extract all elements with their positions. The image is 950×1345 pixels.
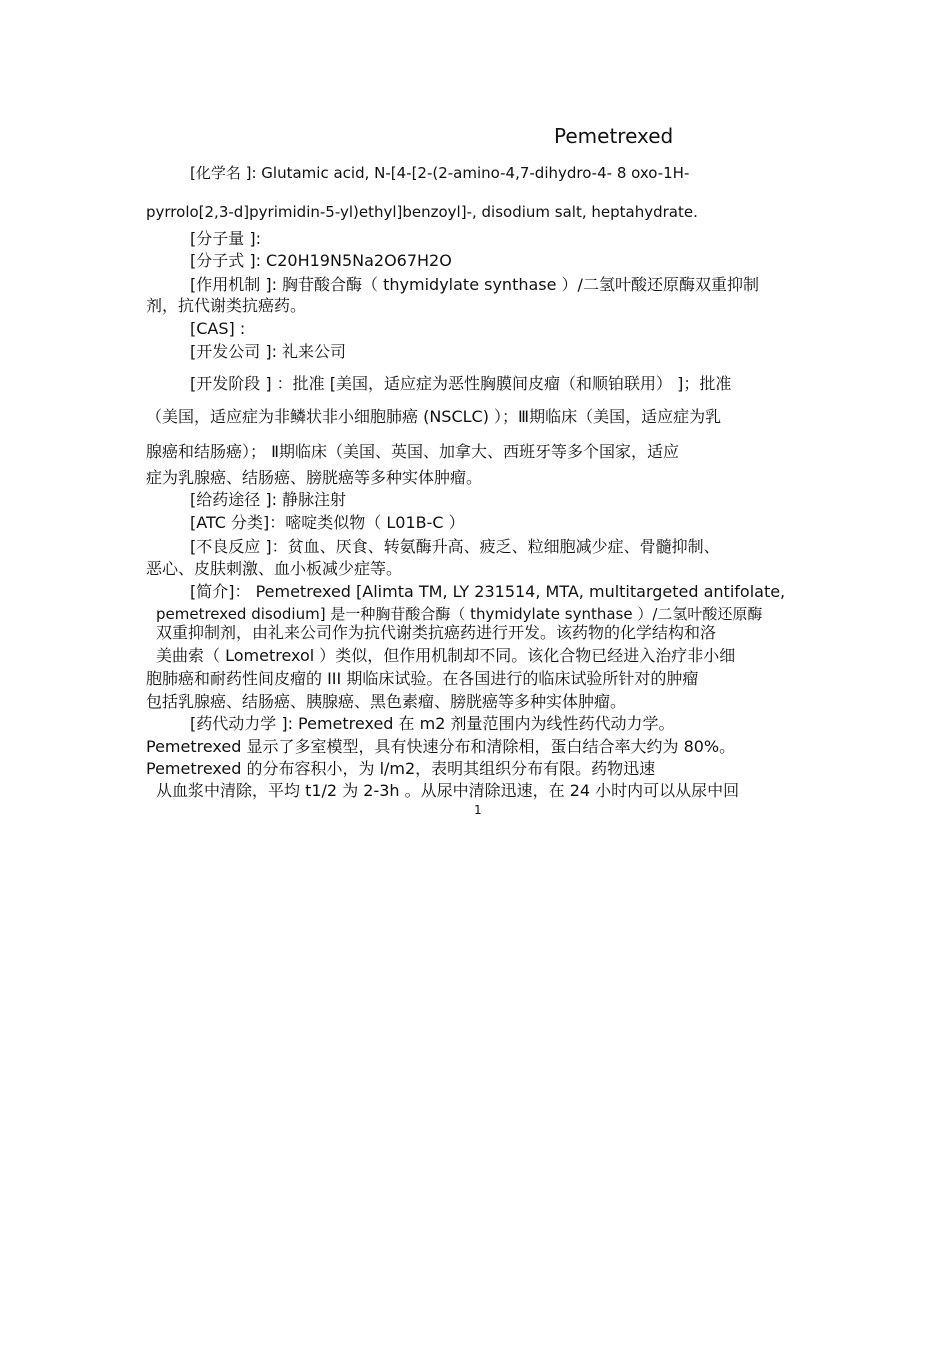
molecular-weight-line: [分子量 ]: — [190, 229, 261, 248]
page-number: 1 — [474, 803, 482, 817]
pharmacokinetics-line: [药代动力学 ]: Pemetrexed 在 m2 剂量范围内为线性药代动力学。 — [190, 714, 675, 733]
development-stage-line-2: （美国，适应症为非鳞状非小细胞肺癌 (NSCLC) ）；Ⅲ期临床（美国，适应症为乳 — [146, 407, 722, 426]
summary-line-3: 双重抑制剂，由礼来公司作为抗代谢类抗癌药进行开发。该药物的化学结构和洛 — [156, 623, 717, 642]
adverse-reactions-line: [不良反应 ]：贫血、厌食、转氨酶升高、疲乏、粒细胞减少症、骨髓抑制、 — [190, 537, 720, 556]
mechanism-continued: 剂，抗代谢类抗癌药。 — [146, 296, 307, 315]
mechanism-line: [作用机制 ]: 胸苷酸合酶（ thymidylate synthase ）/二氢叶酸还原酶双重抑制 — [190, 275, 759, 294]
summary-line-2: pemetrexed disodium] 是一种胸苷酸合酶（ thymidylate synthase ）/二氢叶酸还原酶 — [156, 605, 763, 623]
pharmacokinetics-line-4: 从血浆中清除，平均 t1/2 为 2-3h 。从尿中清除迅速，在 24 小时内可以从尿中回 — [156, 781, 740, 800]
development-stage-line-3: 腺癌和结肠癌）； Ⅱ期临床（美国、英国、加拿大、西班牙等多个国家，适应 — [146, 442, 679, 461]
document-title: Pemetrexed — [554, 124, 674, 148]
adverse-reactions-continued: 恶心、皮肤刺激、血小板减少症等。 — [146, 559, 403, 578]
pharmacokinetics-line-2: Pemetrexed 显示了多室模型，具有快速分布和清除相，蛋白结合率大约为 80%。 — [146, 737, 736, 756]
summary-line-6: 包括乳腺癌、结肠癌、胰腺癌、黑色素瘤、膀胱癌等多种实体肿瘤。 — [146, 692, 627, 711]
atc-class-line: [ATC 分类]：嘧啶类似物（ L01B-C ） — [190, 513, 465, 532]
summary-line-5: 胞肺癌和耐药性间皮瘤的 III 期临床试验。在各国进行的临床试验所针对的肿瘤 — [146, 669, 699, 688]
administration-route-line: [给药途径 ]: 静脉注射 — [190, 490, 347, 509]
summary-line: [简介]： Pemetrexed [Alimta TM, LY 231514, MTA, multitargeted antifolate, — [190, 582, 786, 601]
development-stage-line: [开发阶段 ] ：批准 [美国，适应症为恶性胸膜间皮瘤（和顺铂联用） ]；批准 — [190, 374, 732, 393]
chemical-name-continued: pyrrolo[2,3-d]pyrimidin-5-yl)ethyl]benzoyl]-, disodium salt, heptahydrate. — [146, 203, 698, 221]
chemical-name-line: [化学名 ]: Glutamic acid, N-[4-[2-(2-amino-4,7-dihydro-4- 8 oxo-1H- — [190, 164, 690, 182]
pharmacokinetics-line-3: Pemetrexed 的分布容积小，为 l/m2，表明其组织分布有限。药物迅速 — [146, 759, 656, 778]
developer-line: [开发公司 ]: 礼来公司 — [190, 342, 347, 361]
molecular-formula-line: [分子式 ]: C20H19N5Na2O67H2O — [190, 251, 452, 270]
development-stage-line-4: 症为乳腺癌、结肠癌、膀胱癌等多种实体肿瘤。 — [146, 468, 483, 487]
cas-line: [CAS] : — [190, 319, 246, 338]
summary-line-4: 美曲索（ Lometrexol ）类似，但作用机制却不同。该化合物已经进入治疗非小细 — [156, 646, 736, 665]
